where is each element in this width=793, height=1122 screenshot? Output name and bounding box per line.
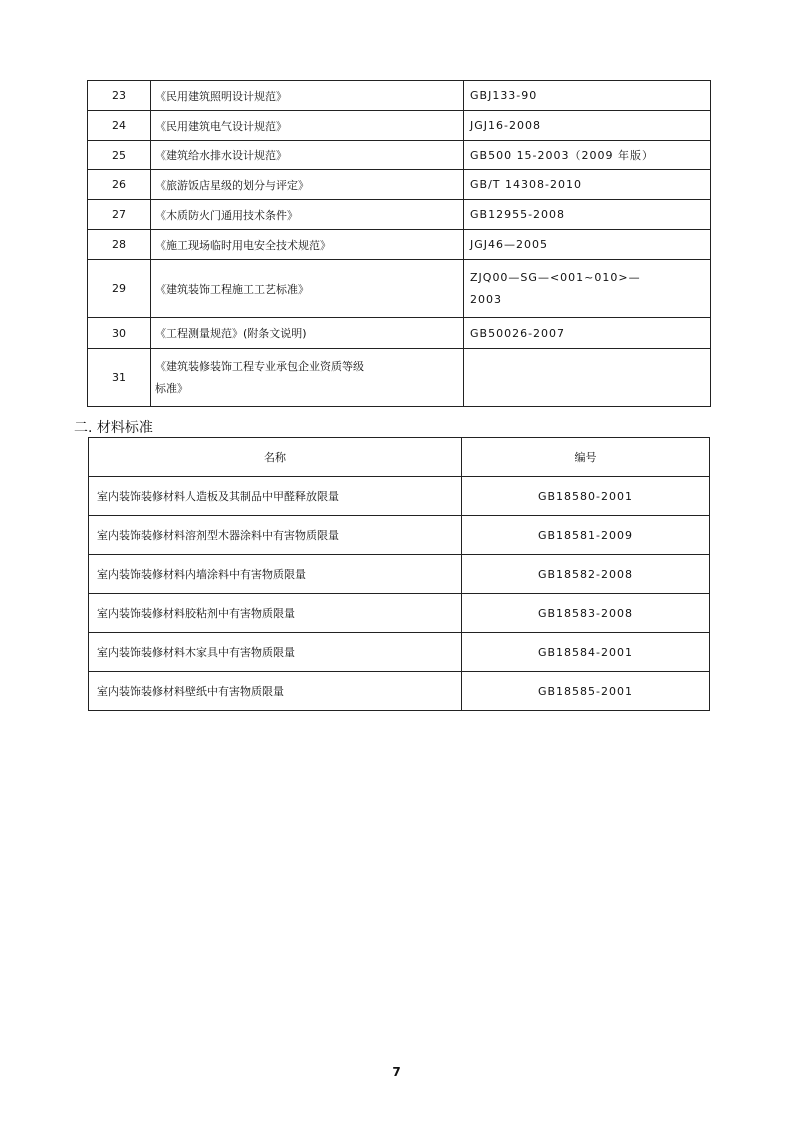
- standard-name-line2: 标准》: [155, 381, 188, 395]
- material-code: GB18580-2001: [462, 477, 710, 516]
- standard-name: 《施工现场临时用电安全技术规范》: [151, 230, 464, 260]
- table-row: [88, 260, 711, 318]
- standard-name-line1: 《建筑装修装饰工程专业承包企业资质等级: [155, 359, 364, 373]
- table-row: [88, 141, 711, 170]
- material-name: 室内装饰装修材料溶剂型木器涂料中有害物质限量: [89, 516, 462, 555]
- standard-code: [464, 260, 711, 318]
- material-name: 室内装饰装修材料壁纸中有害物质限量: [89, 672, 462, 711]
- table-row: [88, 349, 711, 407]
- column-header-code: 编号: [462, 438, 710, 477]
- row-number: 29: [88, 260, 151, 318]
- standard-code: JGJ46—2005: [464, 230, 711, 260]
- standard-name: [151, 349, 464, 407]
- row-number: 25: [88, 141, 151, 170]
- table-row: [89, 672, 710, 711]
- standard-name: 《工程测量规范》(附条文说明): [151, 318, 464, 349]
- row-number: 30: [88, 318, 151, 349]
- row-number: 31: [88, 349, 151, 407]
- material-name: 室内装饰装修材料胶粘剂中有害物质限量: [89, 594, 462, 633]
- table-row: [88, 318, 711, 349]
- standard-name: 《民用建筑照明设计规范》: [151, 81, 464, 111]
- material-code: GB18582-2008: [462, 555, 710, 594]
- standard-code-line2: 2003: [470, 292, 502, 306]
- materials-table: [88, 437, 710, 711]
- material-name: 室内装饰装修材料木家具中有害物质限量: [89, 633, 462, 672]
- row-number: 23: [88, 81, 151, 111]
- column-header-name: 名称: [89, 438, 462, 477]
- table-row: [88, 200, 711, 230]
- row-number: 27: [88, 200, 151, 230]
- page-number: 7: [392, 1065, 401, 1079]
- standard-code: JGJ16-2008: [464, 111, 711, 141]
- standard-code: GB50026-2007: [464, 318, 711, 349]
- table-row: [88, 170, 711, 200]
- material-code: GB18584-2001: [462, 633, 710, 672]
- standard-code-line1: ZJQ00—SG—<001~010>—: [470, 270, 641, 284]
- section-heading: 二. 材料标准: [74, 420, 153, 436]
- table-row: [89, 516, 710, 555]
- standard-code: GB/T 14308-2010: [464, 170, 711, 200]
- table-row: [88, 111, 711, 141]
- standard-name: 《民用建筑电气设计规范》: [151, 111, 464, 141]
- material-code: GB18583-2008: [462, 594, 710, 633]
- table-header-row: [89, 438, 710, 477]
- table-row: [88, 81, 711, 111]
- row-number: 26: [88, 170, 151, 200]
- material-code: GB18585-2001: [462, 672, 710, 711]
- standards-table: [87, 80, 711, 407]
- material-name: 室内装饰装修材料内墙涂料中有害物质限量: [89, 555, 462, 594]
- standard-name: 《建筑给水排水设计规范》: [151, 141, 464, 170]
- table-row: [89, 633, 710, 672]
- standard-code: [464, 349, 711, 407]
- standard-name: 《建筑装饰工程施工工艺标准》: [151, 260, 464, 318]
- standard-code: GB12955-2008: [464, 200, 711, 230]
- standard-name: 《旅游饭店星级的划分与评定》: [151, 170, 464, 200]
- row-number: 28: [88, 230, 151, 260]
- table-row: [89, 477, 710, 516]
- row-number: 24: [88, 111, 151, 141]
- standard-code: GBJ133-90: [464, 81, 711, 111]
- table-row: [89, 594, 710, 633]
- material-name: 室内装饰装修材料人造板及其制品中甲醛释放限量: [89, 477, 462, 516]
- standard-code: GB500 15-2003（2009 年版）: [464, 141, 711, 170]
- standard-name: 《木质防火门通用技术条件》: [151, 200, 464, 230]
- material-code: GB18581-2009: [462, 516, 710, 555]
- table-row: [89, 555, 710, 594]
- table-row: [88, 230, 711, 260]
